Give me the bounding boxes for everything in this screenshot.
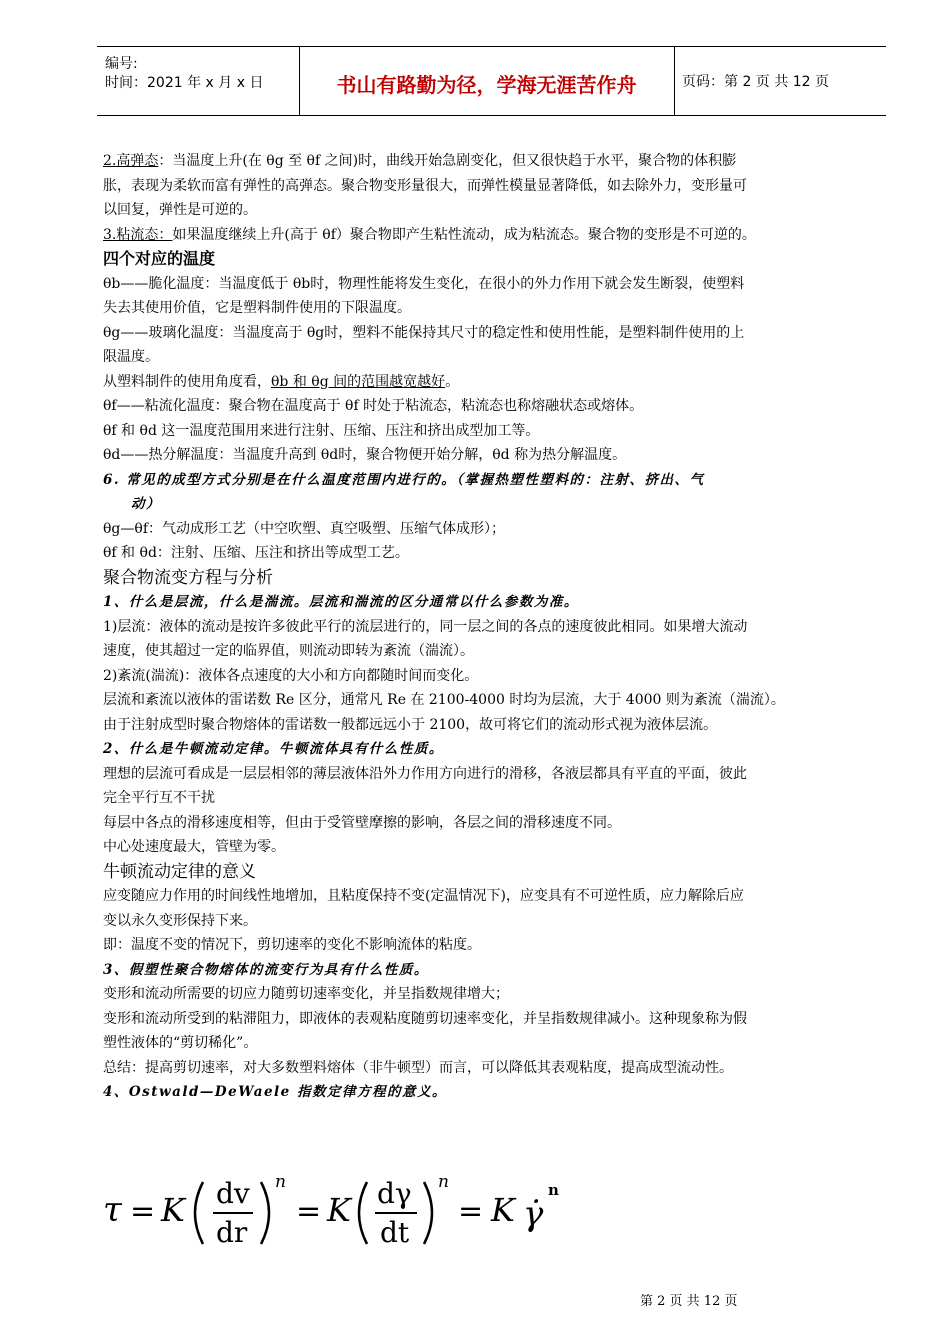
paragraph-line: 层流和紊流以液体的雷诺数 Re 区分，通常凡 Re 在 2100-4000 时均为层流，大于 4000 则为紊流（湍流）。	[103, 692, 785, 708]
paragraph-line: 完全平行互不干扰	[103, 790, 215, 806]
paragraph-line: θd——热分解温度：当温度升高到 θd时，聚合物便开始分解，θd 称为热分解温度。	[103, 447, 627, 463]
right-paren	[261, 1182, 269, 1244]
paragraph-line: 即：温度不变的情况下，剪切速率的变化不影响流体的粘度。	[103, 937, 481, 953]
page-footer: 第 2 页 共 12 页	[640, 1294, 738, 1309]
paragraph-line: 限温度。	[103, 349, 159, 365]
left-paren	[195, 1182, 203, 1244]
term-viscous: 粘流态：	[116, 226, 173, 243]
section-heading: 聚合物流变方程与分析	[103, 567, 273, 588]
paragraph-line: θf——粘流化温度：聚合物在温度高于 θf 时处于粘流态，粘流态也称熔融状态或熔体。	[103, 398, 644, 414]
paragraph-line: 以回复，弹性是可逆的。	[103, 202, 257, 218]
paragraph-line: 变以永久变形保持下来。	[103, 912, 257, 929]
paragraph-line: 每层中各点的滑移速度相等，但由于受管壁摩擦的影响，各层之间的滑移速度不同。	[103, 814, 621, 831]
header-page-cell	[674, 47, 886, 115]
exponent-n: n	[275, 1172, 286, 1192]
denominator-dr: dr	[216, 1216, 248, 1249]
item-number: 3.	[103, 226, 117, 243]
line-text: 。	[445, 373, 460, 390]
line-text: ：当温度上升(在 θg 至 θf 之间)时，曲线开始急剧变化，但又很快趋于水平，聚合物的体积膨	[158, 153, 737, 169]
paragraph-line	[103, 223, 893, 248]
paragraph-line: θg——玻璃化温度：当温度高于 θg时，塑料不能保持其尺寸的稳定性和使用性能，是塑料制件使用的上	[103, 324, 745, 341]
term-highelastic: 高弹态	[116, 153, 159, 169]
underlined-phrase: θb 和 θg 间的范围越宽越好	[271, 373, 446, 390]
equals-sign: =	[458, 1194, 484, 1229]
paragraph-line: 塑性液体的“剪切稀化”。	[103, 1035, 258, 1051]
paragraph-line: θb——脆化温度：当温度低于 θb时，物理性能将发生变化，在很小的外力作用下就会发生断裂，使塑料	[103, 275, 745, 292]
equals-sign: =	[296, 1194, 322, 1229]
paragraph-line: 变形和流动所需要的切应力随剪切速率变化，并呈指数规律增大；	[103, 986, 509, 1002]
header-motto-cell	[299, 47, 675, 115]
paragraph-line: θg—θf：气动成形工艺（中空吹塑、真空吸塑、压缩气体成形）；	[103, 520, 505, 537]
question-heading-cont: 动）	[131, 496, 161, 512]
document-body	[103, 149, 893, 1105]
paragraph-line: 由于注射成型时聚合物熔体的雷诺数一般都远远小于 2100，故可将它们的流动形式视为液体层流。	[103, 716, 718, 733]
exponent-n: n	[548, 1181, 559, 1199]
question-heading: 6. 常见的成型方式分别是在什么温度范围内进行的。（掌握热塑性塑料的：注射、挤出、气	[103, 471, 705, 488]
section-heading: 牛顿流动定律的意义	[103, 861, 256, 882]
question-heading: 4、Ostwald—DeWaele 指数定律方程的意义。	[103, 1084, 447, 1100]
k-symbol: K	[327, 1191, 351, 1229]
motto: 书山有路勤为径，学海无涯苦作舟	[336, 73, 637, 97]
paragraph-line: 变形和流动所受到的粘滞阻力，即液体的表观粘度随剪切速率变化，并呈指数规律减小。这种现象称为假	[103, 1010, 747, 1027]
equals-sign: =	[130, 1194, 156, 1229]
question-heading: 3、假塑性聚合物熔体的流变行为具有什么性质。	[103, 961, 429, 978]
paragraph-line: 1)层流：液体的流动是按许多彼此平行的流层进行的，同一层之间的各点的速度彼此相同。如果增大流动	[103, 618, 748, 635]
paragraph-line: 总结：提高剪切速率，对大多数塑料熔体（非牛顿型）而言，可以降低其表观粘度，提高成型流动性。	[103, 1059, 733, 1076]
header-left-cell	[97, 47, 300, 115]
header-page-number: 页码：第 2 页 共 12 页	[682, 74, 829, 90]
paragraph-line	[103, 149, 893, 174]
exponent-n: n	[438, 1172, 449, 1192]
numerator-dv: dv	[216, 1177, 250, 1210]
paragraph-line	[103, 370, 893, 395]
paragraph-line: θf 和 θd 这一温度范围用来进行注射、压缩、压注和挤出成型加工等。	[103, 422, 540, 439]
line-text: 从塑料制件的使用角度看，	[103, 373, 271, 390]
paragraph-line: θf 和 θd：注射、压缩、压注和挤出等成型工艺。	[103, 545, 409, 561]
k-symbol: K	[161, 1191, 185, 1229]
paragraph-line: 理想的层流可看成是一层层相邻的薄层液体沿外力作用方向进行的滑移，各液层都具有平直的平面，彼此	[103, 765, 747, 782]
paragraph-line: 2)紊流(湍流)：液体各点速度的大小和方向都随时间而变化。	[103, 667, 479, 684]
paragraph-line: 中心处速度最大，管壁为零。	[103, 839, 285, 855]
date-label: 时间：2021 年 x 月 x 日	[105, 75, 264, 91]
numerator-dgamma: dγ	[377, 1177, 412, 1210]
k-symbol: K	[491, 1191, 515, 1229]
page-header	[97, 46, 886, 116]
question-heading: 1、什么是层流，什么是湍流。层流和湍流的区分通常以什么参数为准。	[103, 594, 579, 610]
paragraph-line: 失去其使用价值，它是塑料制件使用的下限温度。	[103, 300, 411, 316]
line-text: 如果温度继续上升(高于 θf）聚合物即产生粘性流动，成为粘流态。聚合物的变形是不可逆的。	[172, 226, 756, 243]
question-heading: 2、什么是牛顿流动定律。牛顿流体具有什么性质。	[103, 741, 444, 757]
gamma-dot-symbol: γ̇	[523, 1194, 544, 1234]
section-heading: 四个对应的温度	[103, 249, 216, 268]
right-paren	[424, 1182, 432, 1244]
item-number: 2.	[103, 153, 117, 169]
tau-symbol: τ	[103, 1190, 122, 1230]
denominator-dt: dt	[380, 1216, 410, 1249]
serial-number-label: 编号:	[105, 56, 138, 72]
paragraph-line: 胀，表现为柔软而富有弹性的高弹态。聚合物变形量很大，而弹性模量显著降低，如去除外力，变形量可	[103, 177, 747, 194]
left-paren	[359, 1182, 367, 1244]
paragraph-line: 应变随应力作用的时间线性地增加，且粘度保持不变(定温情况下)，应变具有不可逆性质，应力解除后应	[103, 888, 744, 904]
power-law-formula	[103, 1165, 573, 1250]
paragraph-line: 速度，使其超过一定的临界值，则流动即转为紊流（湍流）。	[103, 643, 474, 659]
